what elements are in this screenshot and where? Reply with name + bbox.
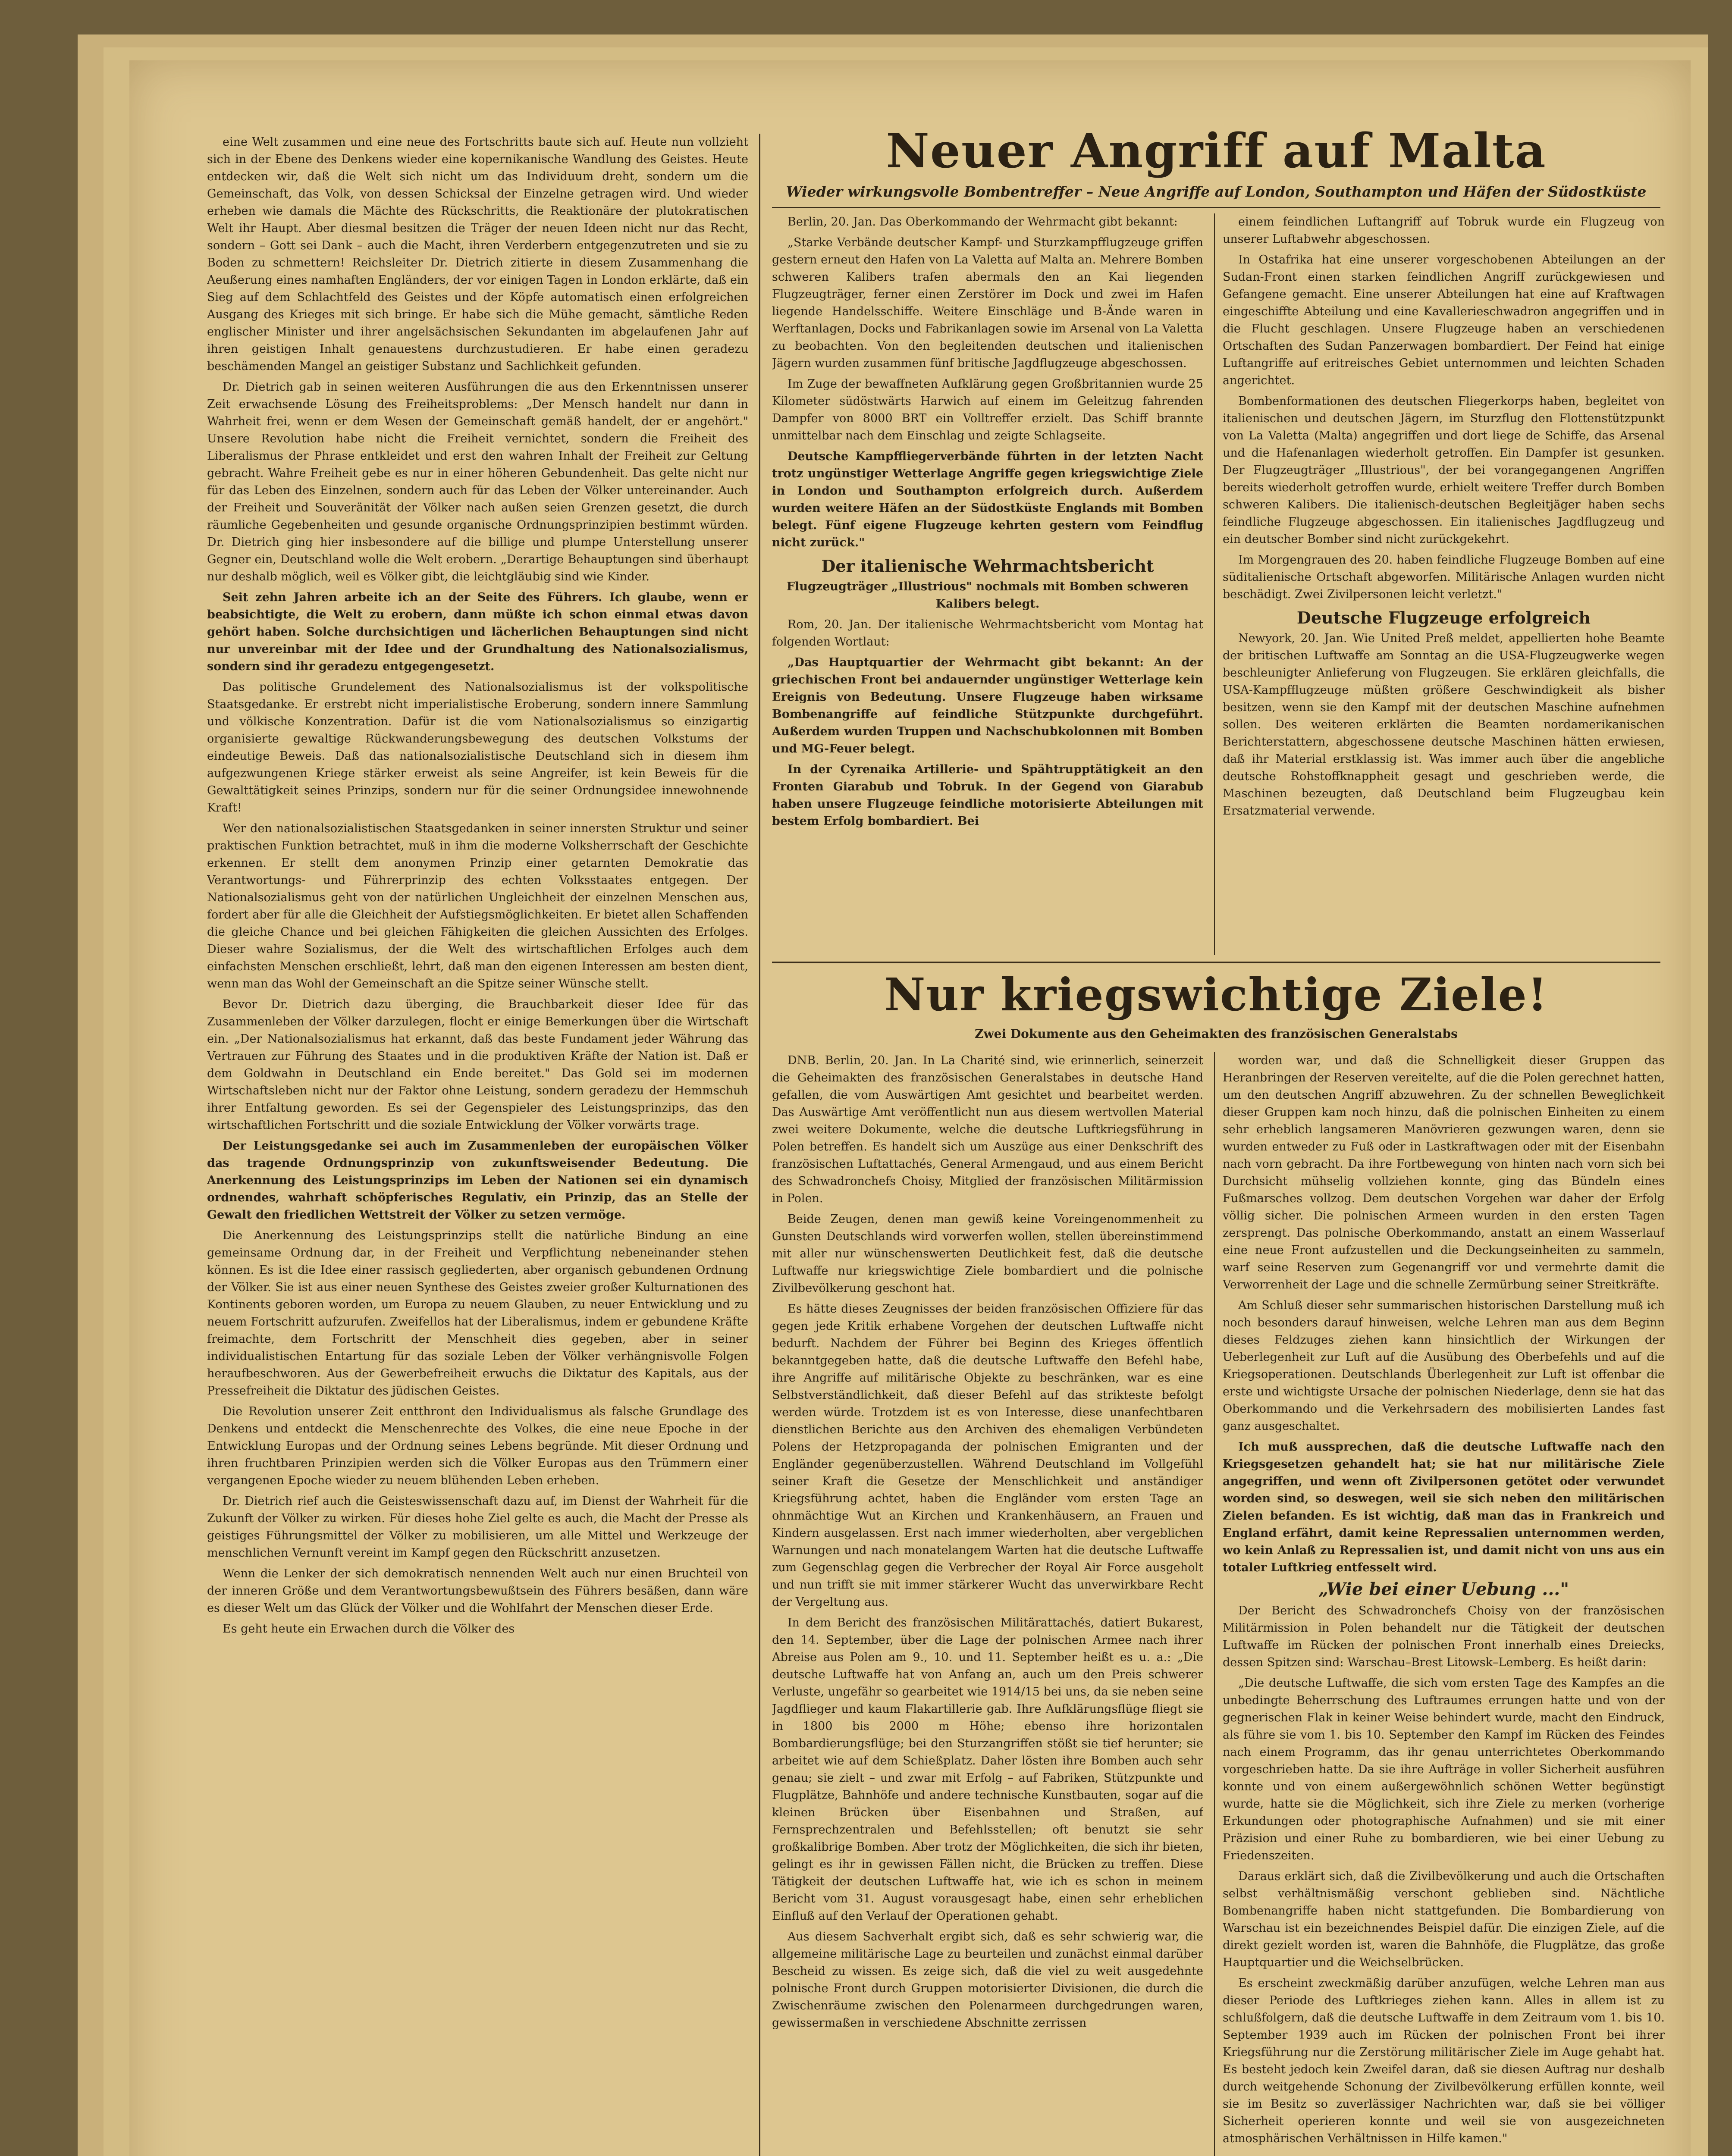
left-column-paragraph: Bevor Dr. Dietrich dazu überging, die Brauchbarkeit dieser Idee für das Zusammenleben der Völker darzulegen, flocht er einige Bemerkungen über die Wirtschaft ein. „Der Nationalsozialismus hat erkannt, daß das beste Fundament jeder Währung das Vertrauen zur Führung des Staates und in die produktiven Kräfte der Nation ist. Daß er dem Goldwahn in Deutschland ein Ende bereitet." Das Gold sei im modernen Wirtschaftsleben nicht nur der Faktor ohne Leistung, sondern geradezu der Hemmschuh ihrer Entfaltung geworden. Es sei der Gegenspieler des Leistungsprinzips, das den wirtschaftlichen Fortschritt und die soziale Entwicklung der Völker vorwärts trage. (207, 998, 748, 1132)
left-column-paragraph: Wer den nationalsozialistischen Staatsgedanken in seiner innersten Struktur und seiner praktischen Funktion betrachtet, muß in ihm die moderne Volksherrschaft der Geschichte erkennen. Er stellt dem anonymen Prinzip einer getarnten Demokratie das Verantwortungs- und Führerprinzip des echten Volksstaates entgegen. Der Nationalsozialismus geht von der natürlichen Ungleichheit der einzelnen Menschen aus, fordert aber für alle die Gleichheit der Aufstiegsmöglichkeiten. Er bietet allen Schaffenden die gleiche Chance und bei gleichen Fähigkeiten die gleichen Aussichten des Erfolges. Dieser wahre Sozialismus, der die Welt des wirtschaftlichen Erfolges auch dem einfachsten Menschen erschließt, lehrt, daß man den eigenen Interessen am besten dient, wenn man das Wohl der Gemeinschaft an die Spitze seiner Wünsche stellt. (207, 822, 748, 990)
italian-report-paragraph: In der Cyrenaika Artillerie- und Spähtrupptätigkeit an den Fronten Giarabub und Tobruk. In der Gegend von Giarabub haben unsere Flugzeuge feindliche motorisierte Abteilungen mit bestem Erfolg bombardiert. Bei (772, 763, 1203, 828)
ziele-col2-paragraph: worden war, und daß die Schnelligkeit dieser Gruppen das Heranbringen der Reserven vereitelte, auf die die Polen gerechnet hatten, um den deutschen Angriff abzuwehren. Zu der schnellen Beweglichkeit dieser Gruppen kam noch hinzu, daß die polnischen Einheiten zu einem sehr erheblich langsameren Manövrieren gezwungen waren, denn sie wurden entweder zu Fuß oder in Lastkraftwagen oder mit der Eisenbahn nach vorn gebracht. Da ihre Fortbewegung von hinten nach vorn sich bei Durchsicht mühselig vollziehen konnte, ging das Bündeln eines Fußmarsches vollzog. Dem deutschen Vorgehen war daher der Erfolg völlig sicher. Die polnischen Armeen wurden in den ersten Tagen zersprengt. Das polnische Oberkommando, anstatt an einem Wasserlauf eine neue Front aufzustellen und die Deckungseinheiten zu sammeln, warf seine Reserven zum Gegenangriff vor und vermehrte damit die Verworrenheit der Lage und die schnelle Zermürbung seiner Streitkräfte. (1223, 1054, 1665, 1291)
malta-paragraph: „Starke Verbände deutscher Kampf- und Sturzkampfflugzeuge griffen gestern erneut den Hafen von La Valetta auf Malta an. Mehrere Bomben schweren Kalibers trafen abermals den an Kai liegenden Flugzeugträger, ferner einen Zerstörer im Dock und zwei im Hafen liegende Handelsschiffe. Weitere Einschläge und B-Ände waren in Werftanlagen, Docks und Fabrikanlagen sowie im Arsenal von La Valetta zu beobachten. Von den begleitenden deutschen und italienischen Jägern wurden zusammen fünf britische Jagdflugzeuge abgeschossen. (772, 236, 1203, 370)
malta-rule (772, 207, 1660, 208)
malta-col2-paragraph: einem feindlichen Luftangriff auf Tobruk wurde ein Flugzeug von unserer Luftabwehr abgeschossen. (1223, 215, 1665, 246)
left-column-paragraph: Es geht heute ein Erwachen durch die Völker des (223, 1622, 515, 1636)
uebung-paragraph: Daraus erklärt sich, daß die Zivilbevölkerung und auch die Ortschaften selbst verhältnismäßig verschont geblieben sind. Nächtliche Bombenangriffe haben nicht stattgefunden. Die Bombardierung von Warschau ist ein bezeichnendes Beispiel dafür. Die einzigen Ziele, auf die direkt gezielt worden ist, waren die Bahnhöfe, die Flugplätze, das große Hauptquartier und die Weichselbrücken. (1223, 1870, 1665, 1969)
malta-subheadline: Wieder wirkungsvolle Bombentreffer – Neue Angriffe auf London, Southampton und Häfen der Südostküste (786, 183, 1647, 200)
flugzeuge-paragraph: Newyork, 20. Jan. Wie United Preß meldet, appellierten hohe Beamte der britischen Luftwaffe am Sonntag an die USA-Flugzeugwerke wegen beschleunigter Anlieferung von Flugzeugen. Sie erklären gleichfalls, die USA-Kampfflugzeuge müßten größere Geschwindigkeit als bisher besitzen, wenn sie den Kampf mit der deutschen Maschine aufnehmen sollen. Des weiteren erklärten die Beamten nordamerikanischen Berichterstattern, abgeschossene deutsche Maschinen hätten erwiesen, daß ihr Material erstklassig ist. Was immer auch über die angebliche deutsche Rohstoffknappheit gesagt und geschrieben werde, die Maschinen bezeugten, daß Deutschland beim Flugzeugbau kein Ersatzmaterial verwende. (1223, 632, 1665, 818)
ziele-paragraph: In dem Bericht des französischen Militärattachés, datiert Bukarest, den 14. September, über die Lage der polnischen Armee nach ihrer Abreise aus Polen am 9., 10. und 11. September heißt es u. a.: „Die deutsche Luftwaffe hat von Anfang an, auch um den Preis schwerer Verluste, ungefähr so gearbeitet wie 1914/15 bei uns, da sie neben seine Jagdflieger und kaum Flakartillerie gab. Ihre Aufklärungsflüge fliegt sie in 1800 bis 2000 m Höhe; ebenso ihre horizontalen Bombardierungsflüge; bei den Sturzangriffen stößt sie tief herunter; sie arbeitet wie auf dem Schießplatz. Daher lösten ihre Bomben auch sehr genau; sie zielt – und zwar mit Erfolg – auf Fabriken, Stützpunkte und Flugplätze, Bahnhöfe und andere technische Kunstbauten, sogar auf die kleinen Brücken über Eisenbahnen und Straßen, auf Fernsprechzentralen und Befehlsstellen; oft benutzt sie sehr großkalibrige Bomben. Aber trotz der Möglichkeiten, die sich ihr bieten, gelingt es ihr in gewissen Fällen nicht, die Brücken zu treffen. Diese Tätigkeit der deutschen Luftwaffe hat, wie ich es schon in meinem Bericht vom 31. August vorausgesagt habe, einen sehr erheblichen Einfluß auf den Verlauf der Operationen gehabt. (772, 1616, 1203, 1923)
ziele-col2 (1223, 1052, 1665, 2156)
ziele-paragraph: DNB. Berlin, 20. Jan. In La Charité sind, wie erinnerlich, seinerzeit die Geheimakten des französischen Generalstabes in deutsche Hand gefallen, die vom Auswärtigen Amt gesichtet und bearbeitet werden. Das Auswärtige Amt veröffentlicht nun aus diesem wertvollen Material zwei weitere Dokumente, welche die deutsche Luftkriegsführung in Polen betreffen. Es handelt sich um Auszüge aus einer Denkschrift des französischen Luftattachés, General Armengaud, und aus einem Bericht des Schwadronchefs Choisy, Mitglied der französischen Militärmission in Polen. (772, 1054, 1203, 1205)
malta-headline: Neuer Angriff auf Malta (886, 123, 1547, 179)
ziele-col2-paragraph: Ich muß aussprechen, daß die deutsche Luftwaffe nach den Kriegsgesetzen gehandelt hat; sie hat nur militärische Ziele angegriffen, und wenn oft Zivilpersonen getötet oder verwundet worden sind, so deswegen, weil sie sich neben den militärischen Zielen befanden. Es ist wichtig, daß man das in Frankreich und England erfährt, damit keine Repressalien unternommen werden, wo kein Anlaß zu Repressalien ist, und damit nicht von uns aus ein totaler Luftkrieg entfesselt wird. (1223, 1440, 1665, 1574)
italian-report-subheading: Flugzeugträger „Illustrious" nochmals mit Bomben schweren Kalibers belegt. (786, 580, 1189, 611)
left-column-paragraph: Die Anerkennung des Leistungsprinzips stellt die natürliche Bindung an eine gemeinsame Ordnung dar, in der Freiheit und Verpflichtung nebeneinander stehen können. Es ist die Idee einer rassisch gegliederten, aber organisch gebundenen Ordnung der Völker. Sie ist aus einer neuen Synthese des Geistes zweier großer Kulturnationen des Kontinents geboren worden, um Europa zu neuem Glauben, zu neuer Entwicklung und zu neuem Fortschritt aufzurufen. Zweifellos hat der Liberalismus, indem er gebundene Kräfte freimachte, dem Fortschritt der Menschheit dies gegeben, aber in seiner individualistischen Entartung für das soziale Leben der Völker verhängnisvolle Folgen heraufbeschworen. Aus der Gewerbefreiheit erwuchs die Diktatur des Kapitals, aus der Pressefreiheit die Diktatur des jüdischen Geistes. (207, 1229, 748, 1398)
ziele-col1 (772, 1052, 1203, 2156)
italian-report-heading: Der italienische Wehrmachtsbericht (821, 556, 1154, 576)
left-column-paragraph: Seit zehn Jahren arbeite ich an der Seite des Führers. Ich glaube, wenn er beabsichtigte, die Welt zu erobern, dann müßte ich schon einmal etwas davon gehört haben. Solche durchsichtigen und lächerlichen Behauptungen sind nicht nur unvereinbar mit der Idee und der Grundhaltung des Nationalsozialismus, sondern sind ihr geradezu entgegengesetzt. (207, 591, 748, 673)
left-column-paragraph: Der Leistungsgedanke sei auch im Zusammenleben der europäischen Völker das tragende Ordnungsprinzip von zukunftsweisender Bedeutung. Die Anerkennung des Leistungsprinzips im Leben der Nationen sei ein dynamisch ordnendes, wahrhaft schöpferisches Regulativ, ein Prinzip, das an Stelle der Gewalt den friedlichen Wettstreit der Völker zu setzen vermöge. (207, 1139, 748, 1222)
ziele-col-divider (1214, 1052, 1215, 2156)
newspaper-page (129, 60, 1691, 2156)
malta-paragraph: Deutsche Kampffliegerverbände führten in der letzten Nacht trotz ungünstiger Wetterlage Angriffe gegen kriegswichtige Ziele in London und Southampton erfolgreich durch. Außerdem wurden weitere Häfen an der Südostküste Englands mit Bomben belegt. Fünf eigene Flugzeuge kehrten gestern vom Feindflug nicht zurück." (772, 450, 1203, 549)
malta-col2 (1223, 213, 1665, 959)
flugzeuge-heading: Deutsche Flugzeuge erfolgreich (1296, 608, 1591, 627)
ziele-col2-paragraph: Am Schluß dieser sehr summarischen historischen Darstellung muß ich noch besonders darauf hinweisen, welche Lehren man aus dem Beginn dieses Feldzuges ziehen kann hinsichtlich der Wirkungen der Ueberlegenheit zur Luft auf die Ausübung des Oberbefehls und auf die Kriegsoperationen. Deutschlands Überlegenheit zur Luft ist offenbar die erste und wichtigste Ursache der polnischen Niederlage, denn sie hat das Oberkommando und die Verkehrsadern des mobilisierten Landes fast ganz ausgeschaltet. (1223, 1299, 1665, 1433)
left-column-paragraph: Wenn die Lenker der sich demokratisch nennenden Welt auch nur einen Bruchteil von der inneren Größe und dem Verantwortungsbewußtsein des Führers besäßen, dann wäre es dieser Welt um das Glück der Völker und die Wohlfahrt der Menschen dieser Erde. (207, 1567, 748, 1615)
left-column-paragraph: Die Revolution unserer Zeit entthront den Individualismus als falsche Grundlage des Denkens und entdeckt die Menschenrechte des Volkes, die eine neue Epoche in der Entwicklung Europas und der Ordnung seines Lebens begründe. Mit dieser Ordnung und ihren fruchtbaren Prinzipien werden sich die Völker Europas aus den Trümmern einer vergangenen Epoche wieder zu neuem blühenden Leben erheben. (207, 1405, 748, 1487)
ziele-headline: Nur kriegswichtige Ziele! (884, 968, 1548, 1021)
left-column-paragraph: Dr. Dietrich gab in seinen weiteren Ausführungen die aus den Erkenntnissen unserer Zeit erwachsende Lösung des Freiheitsproblems: „Der Mensch handelt nur dann in Wahrheit frei, wenn er dem Wesen der Gemeinschaft gemäß handelt, der er angehört." Unsere Revolution habe nicht die Freiheit vernichtet, sondern die Freiheit des Liberalismus der Phrase entkleidet und erst den wahren Inhalt der Freiheit zur Geltung gebracht. Wahre Freiheit gebe es nur in einer höheren Gebundenheit. Das gelte nicht nur für das Leben des Einzelnen, sondern auch für das Leben der Völker untereinander. Auch der Freiheit und Souveränität der Völker nach außen seien Grenzen gesetzt, die durch räumliche Gegebenheiten und gesunde organische Ordnungsprinzipien bestimmt würden. Dr. Dietrich ging hier insbesondere auf die billige und plumpe Unterstellung unserer Gegner ein, Deutschland wolle die Welt erobern. „Derartige Behauptungen sind überhaupt nur deshalb möglich, weil es Völker gibt, die leichtgläubig sind wie Kinder. (207, 380, 748, 583)
uebung-paragraph: „Die deutsche Luftwaffe, die sich vom ersten Tage des Kampfes an die unbedingte Beherrschung des Luftraumes errungen hatte und von der gegnerischen Flak in keiner Weise behindert wurde, macht den Eindruck, als führe sie vom 1. bis 10. September den Kampf im Rücken des Feindes nach einem Programm, das ihr genau unterrichtetes Oberkommando vorgeschrieben hatte. Da sie ihre Aufträge in voller Sicherheit ausführen konnte und von einem außergewöhnlich schönen Wetter begünstigt wurde, hatte sie die Möglichkeit, sich ihre Ziele zu merken (vorherige Erkundungen oder photographische Aufnahmen) und sie mit einer Präzision und einer Ruhe zu bombardieren, wie bei einer Uebung zu Friedenszeiten. (1223, 1677, 1665, 1862)
column-divider (759, 134, 760, 2156)
malta-col2-paragraph: Bombenformationen des deutschen Fliegerkorps haben, begleitet von italienischen und deutschen Jägern, im Sturzflug den Flottenstützpunkt von La Valetta (Malta) angegriffen und dort liege de Schiffe, das Arsenal und die Hafenanlagen wiederholt getroffen. Ein Dampfer ist gesunken. Der Flugzeugträger „Illustrious", der bei vorangegangenen Angriffen bereits wiederholt getroffen wurde, erhielt weitere Treffer durch Bomben schweren Kalibers. Die italienisch-deutschen Begleitjäger haben sechs feindliche Flugzeuge abgeschossen. Ein italienisches Jagdflugzeug und ein deutscher Bomber sind nicht zurückgekehrt. (1223, 395, 1665, 546)
italian-report-paragraph: „Das Hauptquartier der Wehrmacht gibt bekannt: An der griechischen Front bei andauernder ungünstiger Wetterlage kein Ereignis von Bedeutung. Unsere Flugzeuge haben wirksame Bombenangriffe auf feindliche Stützpunkte durchgeführt. Außerdem wurden Truppen und Nachschubkolonnen mit Bomben und MG-Feuer belegt. (772, 656, 1203, 755)
malta-paragraph: Berlin, 20. Jan. Das Oberkommando der Wehrmacht gibt bekannt: (788, 215, 1178, 229)
left-column (207, 134, 748, 2156)
uebung-heading: „Wie bei einer Uebung ..." (1318, 1579, 1569, 1599)
malta-col-divider (1214, 213, 1215, 955)
section-rule (772, 962, 1660, 963)
malta-col2-paragraph: In Ostafrika hat eine unserer vorgeschobenen Abteilungen an der Sudan-Front einen starken feindlichen Angriff zurückgewiesen und Gefangene gemacht. Eine unserer Abteilungen hat eine auf Kraftwagen eingeschiffte Abteilung und eine Kavallerieschwadron angegriffen und in die Flucht geschlagen. Unsere Flugzeuge haben an verschiedenen Ortschaften des Sudan Panzerwagen bombardiert. Der Feind hat einige Luftangriffe auf eritreisches Gebiet unternommen und leichten Schaden angerichtet. (1223, 253, 1665, 387)
italian-report-paragraph: Rom, 20. Jan. Der italienische Wehrmachtsbericht vom Montag hat folgenden Wortlaut: (772, 618, 1203, 649)
left-column-paragraph: eine Welt zusammen und eine neue des Fortschritts baute sich auf. Heute nun vollzieht sich in der Ebene des Denkens wieder eine kopernikanische Wandlung des Geistes. Heute entdecken wir, daß die Welt sich nicht um das Individuum dreht, sondern um die Gemeinschaft, das Volk, von dessen Schicksal der Einzelne getragen wird. Und wieder erheben wie damals die Mächte des Rückschritts, die Reaktionäre der plutokratischen Welt ihr Haupt. Aber diesmal besitzen die Träger der neuen Ideen nicht nur das Recht, sondern – Gott sei Dank – auch die Macht, ihren Verderbern entgegenzutreten und sie zu Boden zu schmettern! Reichsleiter Dr. Dietrich zitierte in diesem Zusammenhang die Aeußerung eines namhaften Engländers, der vor einigen Tagen in London erklärte, daß ein Sieg auf dem Schlachtfeld des Geistes und der Köpfe automatisch einen erfolgreichen Ausgang des Krieges mit sich bringe. Er habe sich die Mühe gemacht, sämtliche Reden englischer Minister und ihrer angelsächsischen Sekundanten im abgelaufenen Jahr auf ihren geistigen Inhalt genauestens durchzustudieren. Er habe einen geradezu beschämenden Mangel an geistiger Substanz und Sachlichkeit gefunden. (207, 135, 748, 373)
left-column-paragraph: Das politische Grundelement des Nationalsozialismus ist der volkspolitische Staatsgedanke. Er erstrebt nicht imperialistische Eroberung, sondern innere Sammlung und völkische Konzentration. Dafür ist die vom Nationalsozialismus so einzigartig organisierte gewaltige Rückwanderungsbewegung des deutschen Volkstums der eindeutige Beweis. Daß das nationalsozialistische Deutschland sich in diesem ihm aufgezwungenen Kriege stärker erweist als seine Angreifer, ist kein Beweis für die Gewalttätigkeit seines Prinzips, sondern nur für die seiner Ordnungsidee innewohnende Kraft! (207, 680, 748, 815)
malta-col2-paragraph: Im Morgengrauen des 20. haben feindliche Flugzeuge Bomben auf eine süditalienische Ortschaft abgeworfen. Militärische Anlagen wurden nicht beschädigt. Zwei Zivilpersonen leicht verletzt." (1223, 553, 1665, 601)
uebung-paragraph: Der Bericht des Schwadronchefs Choisy von der französischen Militärmission in Polen behandelt nur die Tätigkeit der deutschen Luftwaffe im Rücken der polnischen Front innerhalb eines Dreiecks, dessen Spitzen sind: Warschau–Brest Litowsk–Lemberg. Es heißt darin: (1223, 1604, 1665, 1669)
ziele-paragraph: Beide Zeugen, denen man gewiß keine Voreingenommenheit zu Gunsten Deutschlands wird vorwerfen wollen, stellen übereinstimmend mit aller nur wünschenswerten Deutlichkeit fest, daß die deutsche Luftwaffe nur kriegswichtige Ziele bombardiert und die polnische Zivilbevölkerung geschont hat. (772, 1213, 1203, 1295)
ziele-paragraph: Es hätte dieses Zeugnisses der beiden französischen Offiziere für das gegen jede Kritik erhabene Vorgehen der deutschen Luftwaffe nicht bedurft. Nachdem der Führer bei Beginn des Krieges öffentlich bekanntgegeben hatte, daß die deutsche Luftwaffe den Befehl habe, ihre Angriffe auf militärische Objekte zu beschränken, war es eine Selbstverständlichkeit, daß dieser Befehl auf das strikteste befolgt werden würde. Trotzdem ist es von Interesse, diese unanfechtbaren dienstlichen Berichte aus den Archiven des ehemaligen Verbündeten Polens der Hetzpropaganda der polnischen Emigranten und der Engländer gegenüberzustellen. Während Deutschland im Vollgefühl seiner Kraft die Gesetze der Menschlichkeit und anständiger Kriegsführung achtet, haben die Engländer vom ersten Tage an ohnmächtige Wut an Kirchen und Krankenhäusern, an Frauen und Kindern ausgelassen. Erst nach immer wiederholten, aber vergeblichen Warnungen und nach monatelangem Warten hat die deutsche Luftwaffe zum Gegenschlag gegen die Verbrecher der Royal Air Force ausgeholt und nun trifft sie mit immer stärkerer Wucht das unverwirkbare Recht der Vergeltung aus. (772, 1302, 1203, 1609)
malta-col1 (772, 213, 1203, 959)
uebung-paragraph: Es erscheint zweckmäßig darüber anzufügen, welche Lehren man aus dieser Periode des Luftkrieges ziehen kann. Alles in allem ist zu schlußfolgern, daß die deutsche Luftwaffe in dem Zeitraum vom 1. bis 10. September 1939 auch im Rücken der polnischen Front bei ihrer Kriegsführung nur die Zerstörung militärischer Ziele im Auge gehabt hat. Es besteht jedoch kein Zweifel daran, daß sie diesen Auftrag nur deshalb durch weitgehende Schonung der Zivilbevölkerung erfüllen konnte, weil sie im Besitz so zuverlässiger Nachrichten war, daß sie bei völliger Sicherheit operieren konnte und weil sie von ausgezeichneten atmosphärischen Verhältnissen in Hilfe kamen." (1223, 1977, 1665, 2145)
malta-paragraph: Im Zuge der bewaffneten Aufklärung gegen Großbritannien wurde 25 Kilometer südöstwärts Harwich auf einem im Geleitzug fahrenden Dampfer von 8000 BRT ein Volltreffer erzielt. Das Schiff brannte unmittelbar nach dem Einschlag und zeigte Schlagseite. (772, 377, 1203, 442)
left-column-paragraph: Dr. Dietrich rief auch die Geisteswissenschaft dazu auf, im Dienst der Wahrheit für die Zukunft der Völker zu wirken. Für dieses hohe Ziel gelte es auch, die Macht der Presse als geistiges Führungsmittel der Völker zu mobilisieren, um alle Mittel und Werkzeuge der menschlichen Vernunft vereint im Kampf gegen den Rückschritt anzusetzen. (207, 1495, 748, 1560)
ziele-paragraph: Aus diesem Sachverhalt ergibt sich, daß es sehr schwierig war, die allgemeine militärische Lage zu beurteilen und zunächst einmal darüber Bescheid zu wissen. Es zeige sich, daß die viel zu weit ausgedehnte polnische Front durch Gruppen motorisierter Divisionen, die durch die Zwischenräume zwischen den Polenarmeen durchgedrungen waren, gewissermaßen in verschiedene Abschnitte zerrissen (772, 1930, 1203, 2030)
ziele-subheadline: Zwei Dokumente aus den Geheimakten des französischen Generalstabs (975, 1027, 1458, 1041)
